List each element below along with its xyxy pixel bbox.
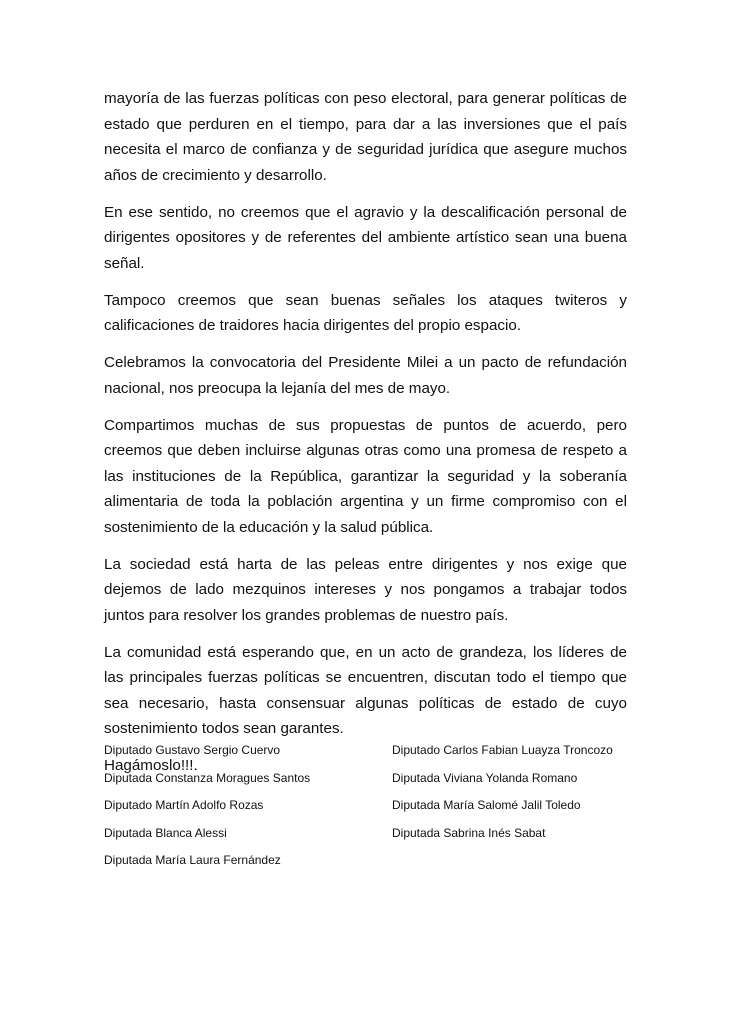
closing-line: Hagámoslo!!!. [104,757,198,774]
signature-name: Diputada María Laura Fernández [104,853,281,867]
signature-name: Diputada Constanza Moragues Santos [104,770,311,785]
paragraph: Celebramos la convocatoria del Presidente Milei a un pacto de refundación nacional, nos preocupa la lejanía del mes de mayo. [104,354,627,397]
paragraph: La sociedad está harta de las peleas entre dirigentes y nos exige que dejemos de lado mezquinos intereses y nos pongamos a trabajar todos juntos para resolver los grandes problemas de nuestro país. [104,555,627,624]
signature-name: Diputado Martín Adolfo Rozas [104,798,264,812]
paragraph: En ese sentido, no creemos que el agravio y la descalificación personal de dirigentes opositores y de referentes del ambiente artístico sean una buena señal. [104,203,627,272]
signature-name: Diputada Viviana Yolanda Romano [392,770,578,785]
paragraph: Tampoco creemos que sean buenas señales los ataques twiteros y calificaciones de traidores hacia dirigentes del propio espacio. [104,291,627,334]
signature-name: Diputada Sabrina Inés Sabat [392,825,546,840]
paragraph: Compartimos muchas de sus propuestas de puntos de acuerdo, pero creemos que deben incluirse algunas otras como una promesa de respeto a las instituciones de la República, garantizar la seguridad y la soberanía alimentaria de toda la población argentina y un firme compromiso con el sostenimiento de la educación y la salud pública. [104,416,627,536]
paragraph: La comunidad está esperando que, en un acto de grandeza, los líderes de las principales fuerzas políticas se encuentren, discutan todo el tiempo que sea necesario, hasta consensuar algunas políticas de estado de cuyo sostenimiento todos sean garantes. [104,643,627,737]
signature-name: Diputado Gustavo Sergio Cuervo [104,743,281,757]
signature-name: Diputada Blanca Alessi [104,825,227,840]
letter-body [104,86,627,779]
paragraph: mayoría de las fuerzas políticas con peso electoral, para generar políticas de estado que perduren en el tiempo, para dar a las inversiones que el país necesita el marco de confianza y de seguridad jurídica que asegure muchos años de crecimiento y desarrollo. [104,90,627,184]
signatures-right-column [392,737,613,847]
signature-name: Diputada María Salomé Jalil Toledo [392,798,581,812]
signatures-left-column [104,737,310,875]
signature-name: Diputado Carlos Fabian Luayza Troncozo [392,743,613,757]
